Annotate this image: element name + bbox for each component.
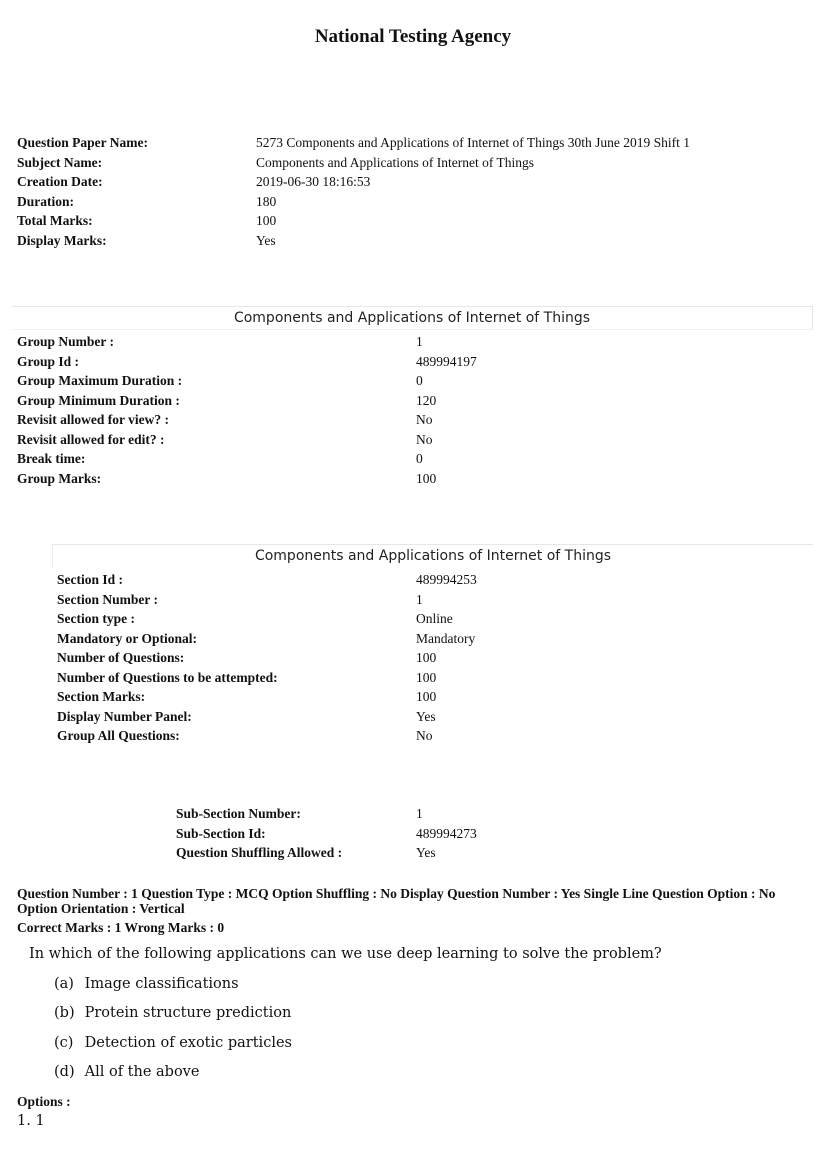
display-marks-label: Display Marks: <box>17 232 107 248</box>
questions-to-attempt-value: 100 <box>416 669 437 685</box>
option-item <box>54 1005 292 1034</box>
group-number-label: Group Number : <box>17 334 115 349</box>
section-number-label: Section Number : <box>57 591 158 607</box>
questions-to-attempt-label: Number of Questions to be attempted: <box>57 669 278 685</box>
duration-label: Duration: <box>17 193 74 209</box>
group-all-questions-value: No <box>416 728 433 743</box>
revisit-view-label: Revisit allowed for view? : <box>17 412 169 427</box>
options-label: Options : <box>17 1094 71 1109</box>
revisit-view-value: No <box>416 412 433 427</box>
question-meta: Question Number : 1 Question Type : MCQ Option Shuffling : No Display Question Number : Yes Single Line Question Option : No Option Orientation : Vertical <box>17 886 776 916</box>
subject-name-label: Subject Name: <box>17 154 103 170</box>
paper-name-label: Question Paper Name: <box>17 135 148 150</box>
group-marks-label: Group Marks: <box>17 470 102 486</box>
creation-date-value: 2019-06-30 18:16:53 <box>256 174 371 189</box>
option-text: Detection of exotic particles <box>84 1034 292 1051</box>
option-text: Protein structure prediction <box>84 1005 292 1022</box>
subsection-id-label: Sub-Section Id: <box>176 825 266 841</box>
option-item <box>54 1035 292 1064</box>
display-number-panel-label: Display Number Panel: <box>57 708 192 724</box>
total-marks-value: 100 <box>256 213 277 228</box>
paper-name-value: 5273 Components and Applications of Internet of Things 30th June 2019 Shift 1 <box>256 135 690 150</box>
question-shuffling-label: Question Shuffling Allowed : <box>176 845 343 860</box>
group-max-duration-label: Group Maximum Duration : <box>17 373 183 388</box>
group-min-duration-value: 120 <box>416 392 437 408</box>
display-number-panel-value: Yes <box>416 708 436 724</box>
revisit-edit-label: Revisit allowed for edit? : <box>17 431 165 447</box>
option-letter: (d) <box>54 1063 75 1080</box>
option-letter: (a) <box>54 976 74 992</box>
mandatory-label: Mandatory or Optional: <box>57 630 198 646</box>
group-id-value: 489994197 <box>416 353 477 369</box>
revisit-edit-value: No <box>416 431 433 447</box>
option-item <box>54 976 292 1005</box>
option-letter: (c) <box>54 1034 74 1051</box>
group-min-duration-label: Group Minimum Duration : <box>17 392 180 408</box>
group-max-duration-value: 0 <box>416 373 423 388</box>
section-banner: Components and Applications of Internet of Things <box>52 544 813 567</box>
group-all-questions-label: Group All Questions: <box>57 728 180 743</box>
option-text: Image classifications <box>84 976 239 992</box>
display-marks-value: Yes <box>256 232 276 248</box>
subsection-id-value: 489994273 <box>416 825 477 841</box>
section-type-value: Online <box>416 611 453 626</box>
number-of-questions-label: Number of Questions: <box>57 650 185 665</box>
mandatory-value: Mandatory <box>416 630 476 646</box>
group-id-label: Group Id : <box>17 353 80 369</box>
group-banner: Components and Applications of Internet of Things <box>12 306 813 330</box>
break-time-value: 0 <box>416 451 423 466</box>
option-list <box>54 976 292 1093</box>
subsection-number-value: 1 <box>416 806 423 821</box>
option-letter: (b) <box>54 1005 75 1022</box>
section-type-label: Section type : <box>57 611 135 626</box>
group-marks-value: 100 <box>416 470 437 486</box>
section-id-label: Section Id : <box>57 572 124 587</box>
page-title: National Testing Agency <box>314 26 512 47</box>
section-id-value: 489994253 <box>416 572 477 587</box>
question-shuffling-value: Yes <box>416 845 436 860</box>
section-number-value: 1 <box>416 591 423 607</box>
group-number-value: 1 <box>416 334 423 349</box>
duration-value: 180 <box>256 193 277 209</box>
subject-name-value: Components and Applications of Internet of Things <box>256 154 534 170</box>
section-marks-value: 100 <box>416 689 437 704</box>
number-of-questions-value: 100 <box>416 650 437 665</box>
answer-option: 1. 1 <box>17 1113 45 1129</box>
question-text: In which of the following applications can we use deep learning to solve the problem? <box>29 946 662 962</box>
section-marks-label: Section Marks: <box>57 689 146 704</box>
subsection-number-label: Sub-Section Number: <box>176 806 301 821</box>
option-text: All of the above <box>84 1063 200 1080</box>
total-marks-label: Total Marks: <box>17 213 93 228</box>
option-item <box>54 1064 292 1093</box>
question-marks: Correct Marks : 1 Wrong Marks : 0 <box>17 920 225 935</box>
creation-date-label: Creation Date: <box>17 174 103 189</box>
break-time-label: Break time: <box>17 451 86 466</box>
